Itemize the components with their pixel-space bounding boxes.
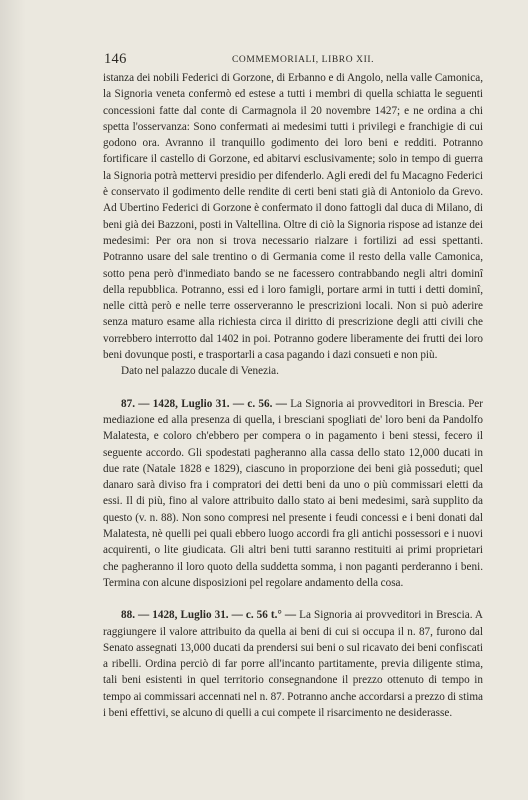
entry-88-heading: 88. — 1428, Luglio 31. — c. 56 t.° —: [121, 609, 297, 622]
entry-88-text: La Signoria ai provveditori in Brescia. A raggiungere il valore attribuito da quella ai beni di cui si occupa il n. 87, furono dal Senato assegnati 13,000 ducati da prendersi sui beni o sul ricavato dei beni confiscati a ribelli. Ordina perciò di far porre all'incanto partitamente, previa diligente stima, tali beni esistenti in quel territorio consegnandone il prezzo ottenuto di tempo in tempo ai commissari accennati nel n. 87. Potranno anche accordarsi a prezzo di stima i beni effettivi, se alcuno di quelli a cui compete il risarcimento ne desiderasse.: [103, 609, 483, 719]
entry-87-text: La Signoria ai provveditori in Brescia. Per mediazione ed alla presenza di quella, i bresciani spogliati de' loro beni da Pandolfo Malatesta, e coloro ch'ebbero per compera o in pagamento i beni stessi, fecero il seguente accordo. Gli spodestati pagheranno alla cassa dello stato 12,000 ducati in due rate (Natale 1828 e 1829), ciascuno in proporzione dei beni già posseduti; quel danaro sarà diviso fra i compratori dei detti beni da uno o più commissari eletti da essi. Il di più, fino al valore attribuito dallo stato ai beni medesimi, sarà supplito da questo (v. n. 88). Non sono compresi nel presente i feudi concessi e i beni donati dal Malatesta, nè quelli pei quali ebbero luogo accordi fra gli antichi possessori e i nuovi acquirenti, o lite giudicata. Gli altri beni tutti saranno restituiti ai primi proprietari che pagheranno il loro quoto della suddetta somma, i non paganti perderanno i beni. Termina con alcune disposizioni pel regolare andamento della cosa.: [103, 397, 483, 589]
body-text: [103, 70, 483, 721]
page-number: 146: [104, 51, 127, 67]
page-header: [92, 51, 492, 71]
paragraph-dated: Dato nel palazzo ducale di Venezia.: [121, 365, 279, 378]
entry-87-heading: 87. — 1428, Luglio 31. — c. 56. —: [121, 397, 287, 410]
running-head: COMMEMORIALI, LIBRO XII.: [232, 55, 375, 65]
entry-87: [103, 396, 483, 592]
paragraph-gap: [103, 380, 483, 396]
paragraph-gap: [103, 591, 483, 607]
entry-88: [103, 607, 483, 721]
paragraph-continuation: istanza dei nobili Federici di Gorzone, di Erbanno e di Angolo, nella valle Camonica, la Signoria veneta confermò ed estese a tutti i membri di quella schiatta le seguenti concessioni fatte dal conte di Carmagnola il 20 novembre 1427; e ne ordina a chi spetta l'osservanza: Sono confermati ai medesimi tutti i privilegi e franchigie di cui godono ora. Avranno il tranquillo godimento dei loro beni e redditi. Potranno fortificare il castello di Gorzone, ed abitarvi esclusivamente; solo in tempo di guerra la Signoria potrà mettervi presidio per difenderlo. Agli eredi del fu Macagno Federici è conservato il godimento delle rendite di certi beni stati già di Antoniolo da Grevo. Ad Ubertino Federici di Gorzone è confermato il dono fattogli dal duca di Milano, di beni già dei Bazzoni, posti in Valtellina. Oltre di ciò la Signoria rispose ad istanze dei medesimi: Per ora non si trova necessario rialzare i fortilizi ad essi spettanti. Potranno usare del sale trentino o di Germania come il resto della valle Camonica, sotto pena però d'inmediato bando se ne facessero contrabbando negli altri dominî della repubblica. Potranno, essi ed i loro famigli, portare armi in tutti i detti dominî, nelle città però e nelle terre osserveranno le prescrizioni locali. Non si può aderire senza maturo esame alla richiesta circa il diritto di prescrizione degli atti civili che vorrebbero interrotto dal 1402 in poi. Potranno godere liberamente dei frutti dei loro beni dovunque posti, e trasportarli a casa pagando i dazi consueti e non più.: [103, 72, 483, 362]
